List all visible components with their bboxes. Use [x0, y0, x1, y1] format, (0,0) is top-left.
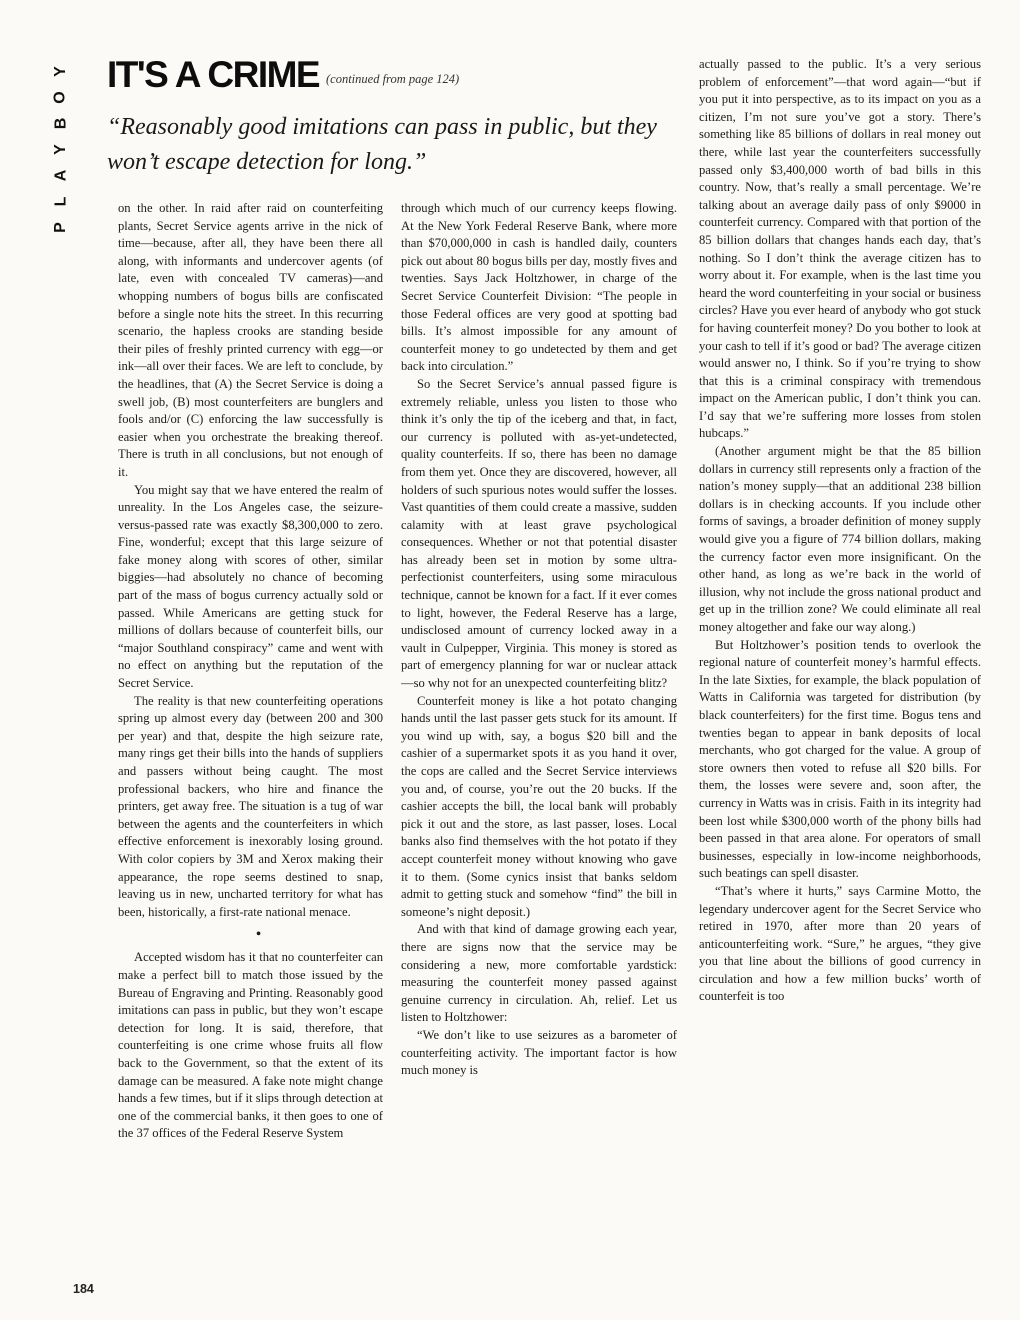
magazine-letter: A — [52, 168, 69, 182]
section-break-bullet: • — [255, 926, 262, 944]
text-column-2 — [401, 200, 677, 1306]
paragraph: But Holtzhower’s position tends to overlook the regional nature of counterfeit money’s harmful effects. In the late Sixties, for example, the black population of Watts in California was targeted for distribution (by black counterfeiters) for the first time. Bogus tens and twenties began to appear in bank deposits of local merchants, who got charged for the value. A group of store owners then voted to refuse all $20 bills. For them, the losses were severe and, soon after, the currency in Watts was in crisis. Faith in its integrity had been lost while $300,000 worth of the phony bills had been passed in that area alone. For operators of small businesses, especially in low-income neighborhoods, such beatings can spell disaster. — [699, 637, 981, 881]
paragraph: The reality is that new counterfeiting operations spring up almost every day (between 200 and 300 per year) and that, despite the high seizure rate, many rings get their bills into the hands of suppliers and passers without being caught. The most professional backers, who hire and finance the printers, get away free. The situation is a tug of war between the agents and the counterfeiters in which effective enforcement is inexorably losing ground. With color copiers by 3M and Xerox making their appearance, the rope seems destined to snap, leaving us in new, uncharted territory for what has been, historically, a first-rate national menace. — [118, 693, 383, 919]
paragraph: And with that kind of damage growing each year, there are signs now that the service may be considering a new, more comfortable yardstick: measuring the counterfeit money passed against genuine currency in circulation. Ah, relief. Let us listen to Holtzhower: — [401, 922, 677, 1025]
magazine-letter: Y — [51, 143, 69, 155]
paragraph: on the other. In raid after raid on counterfeiting plants, Secret Service agents arrive in the nick of time—because, after all, they have been there all along, with informants and undercover agents (of late, even with concealed TV cameras)—and whopping numbers of bogus bills are confiscated before a single note hits the street. In this recurring scenario, the hapless crooks are standing beside their piles of freshly printed currency with egg—or ink—all over their faces. We are left to conclude, by the headlines, that (A) the Secret Service is doing a swell job, (B) most counterfeiters are bunglers and fools and/or (C) enforcing the law successfully is easier when you orchestrate the breaking thereof. There is truth in all conclusions, but not enough of it. — [118, 201, 383, 479]
paragraph: You might say that we have entered the realm of unreality. In the Los Angeles case, the seizure-versus-passed rate was exactly $8,300,000 to zero. Fine, wonderful; except that this large seizure of fake money along with scores of other, similar biggies—had absolutely no chance of becoming part of the mass of bogus currency actually sold or passed. While Americans are getting stuck for millions of dollars because of counterfeit bills, our “major Southland conspiracy” came and went with no effect on anything but the reputation of the Secret Service. — [118, 482, 383, 691]
paragraph: Accepted wisdom has it that no counterfeiter can make a perfect bill to match those issued by the Bureau of Engraving and Printing. Reasonably good imitations can pass in public, but they won’t escape detection for long. It is said, therefore, that counterfeiting is one crime whose fruits all flow back to the Government, so that the extent of its damage can be measured. A fake note might change hands a few times, but if it slips through detection at one of the commercial banks, it then goes to one of the 37 offices of the Federal Reserve System — [118, 950, 383, 1141]
paragraph: So the Secret Service’s annual passed figure is extremely reliable, unless you listen to those who think it’s only the tip of the iceberg and that, in fact, our currency is polluted with as-yet-undetected, quality counterfeits. If so, there has been no damage from them yet. Once they are discovered, however, all holders of such spurious notes would suffer the losses. Vast quantities of them could create a massive, sudden calamity with at least grave psychological consequences. Whether or not that potential disaster has already been set in motion by some ultra-perfectionist counterfeiters, using some miraculous technique, cannot be known for a fact. If it ever comes to light, however, the Federal Reserve has a large, undisclosed amount of currency locked away in a vault in Culpepper, Virginia. This money is stored as part of emergency planning for war or nuclear attack —so why not for an unexpected counterfeiting blitz? — [401, 376, 677, 691]
text-column-3 — [699, 56, 981, 1306]
magazine-letter: Y — [51, 65, 69, 77]
pull-quote: “Reasonably good imitations can pass in public, but they won’t escape detection for long.” — [107, 114, 657, 175]
continued-note: (continued from page 124) — [326, 72, 460, 86]
magazine-letter: B — [52, 116, 69, 130]
paragraph: (Another argument might be that the 85 billion dollars in currency still represents only a fraction of the nation’s money supply—that an additional 238 billion dollars is in checking accounts. If you include other forms of savings, a broader definition of money supply would give you a figure of 774 billion dollars, making the currency factor even more insignificant. On the other hand, as long as we’re back in the world of illusion, why not include the gross national product and get up in the trillion zone? We could eliminate all real money altogether and fake our way along.) — [699, 444, 981, 634]
magazine-letter: L — [52, 195, 69, 207]
paragraph: actually passed to the public. It’s a very serious problem of enforcement”—that word again—“but if you put it into perspective, as to its impact on you as a citizen, I’m not sure you’ve got a story. There’s something like 85 billions of dollars in real money out there, while last year the counterfeiters successfully passed only $3,400,000 worth of bad bills in this country. Now, that’s really a small percentage. We’re talking about an average daily pass of only $9000 in counterfeit currency. Compared with that portion of the 85 billion dollars that changes hands each day, that’s nothing. So I don’t think the average citizen has to worry about it. For example, when is the last time you heard the word counterfeiting in your social or business circles? Have you ever heard of anybody who got stuck for having counterfeit money? Do you bother to look at your cash to tell if it’s good or bad? The average citizen would answer no, I think. So if you’re trying to show that this is a criminal conspiracy with tremendous impact on the American public, I don’t think you can. I’d say that we’re suffering more losses from stolen hubcaps.” — [699, 57, 981, 441]
magazine-letter: P — [51, 221, 69, 233]
page-number: 184 — [73, 1282, 94, 1296]
article-headline: IT'S A CRIME — [107, 54, 320, 95]
magazine-letter: O — [51, 90, 69, 104]
paragraph: Counterfeit money is like a hot potato changing hands until the last passer gets stuck for its amount. If you wind up with, say, a bogus $20 bill and the cashier of a supermarket spots it as you hand it over, the cops are called and the Secret Service interviews you and, of course, you’re out the 20 bucks. If the cashier accepts the bill, the local bank will probably pick it out and the store, as last passer, loses. Local banks also find themselves with the hot potato if they accept counterfeit money without knowing who gave it to them. (Some cynics insist that banks seldom admit to getting stuck and somehow “find” the bill in someone’s night deposit.) — [401, 693, 677, 919]
paragraph: “We don’t like to use seizures as a barometer of counterfeiting activity. The important factor is how much money is — [401, 1027, 677, 1078]
paragraph: through which much of our currency keeps flowing. At the New York Federal Reserve Bank, where more than $70,000,000 in cash is handled daily, counters pick out about 80 bogus bills per day, mostly fives and twenties. Says Jack Holtzhower, in charge of the Secret Service Counterfeit Division: “The people in those Federal offices are very good at spotting bad bills. It’s almost impossible for any amount of counterfeit money to go undetected by them and get back into circulation.” — [401, 201, 677, 374]
paragraph: “That’s where it hurts,” says Carmine Motto, the legendary undercover agent for the Secret Service who retired in 1970, after more than 20 years of anticounterfeiting work. “Sure,” he argues, “they give you that line about the billions of good currency in circulation and how a few million bucks’ worth of counterfeit is too — [699, 883, 981, 1004]
magazine-name-vertical — [48, 58, 74, 233]
text-column-1 — [118, 200, 383, 1306]
